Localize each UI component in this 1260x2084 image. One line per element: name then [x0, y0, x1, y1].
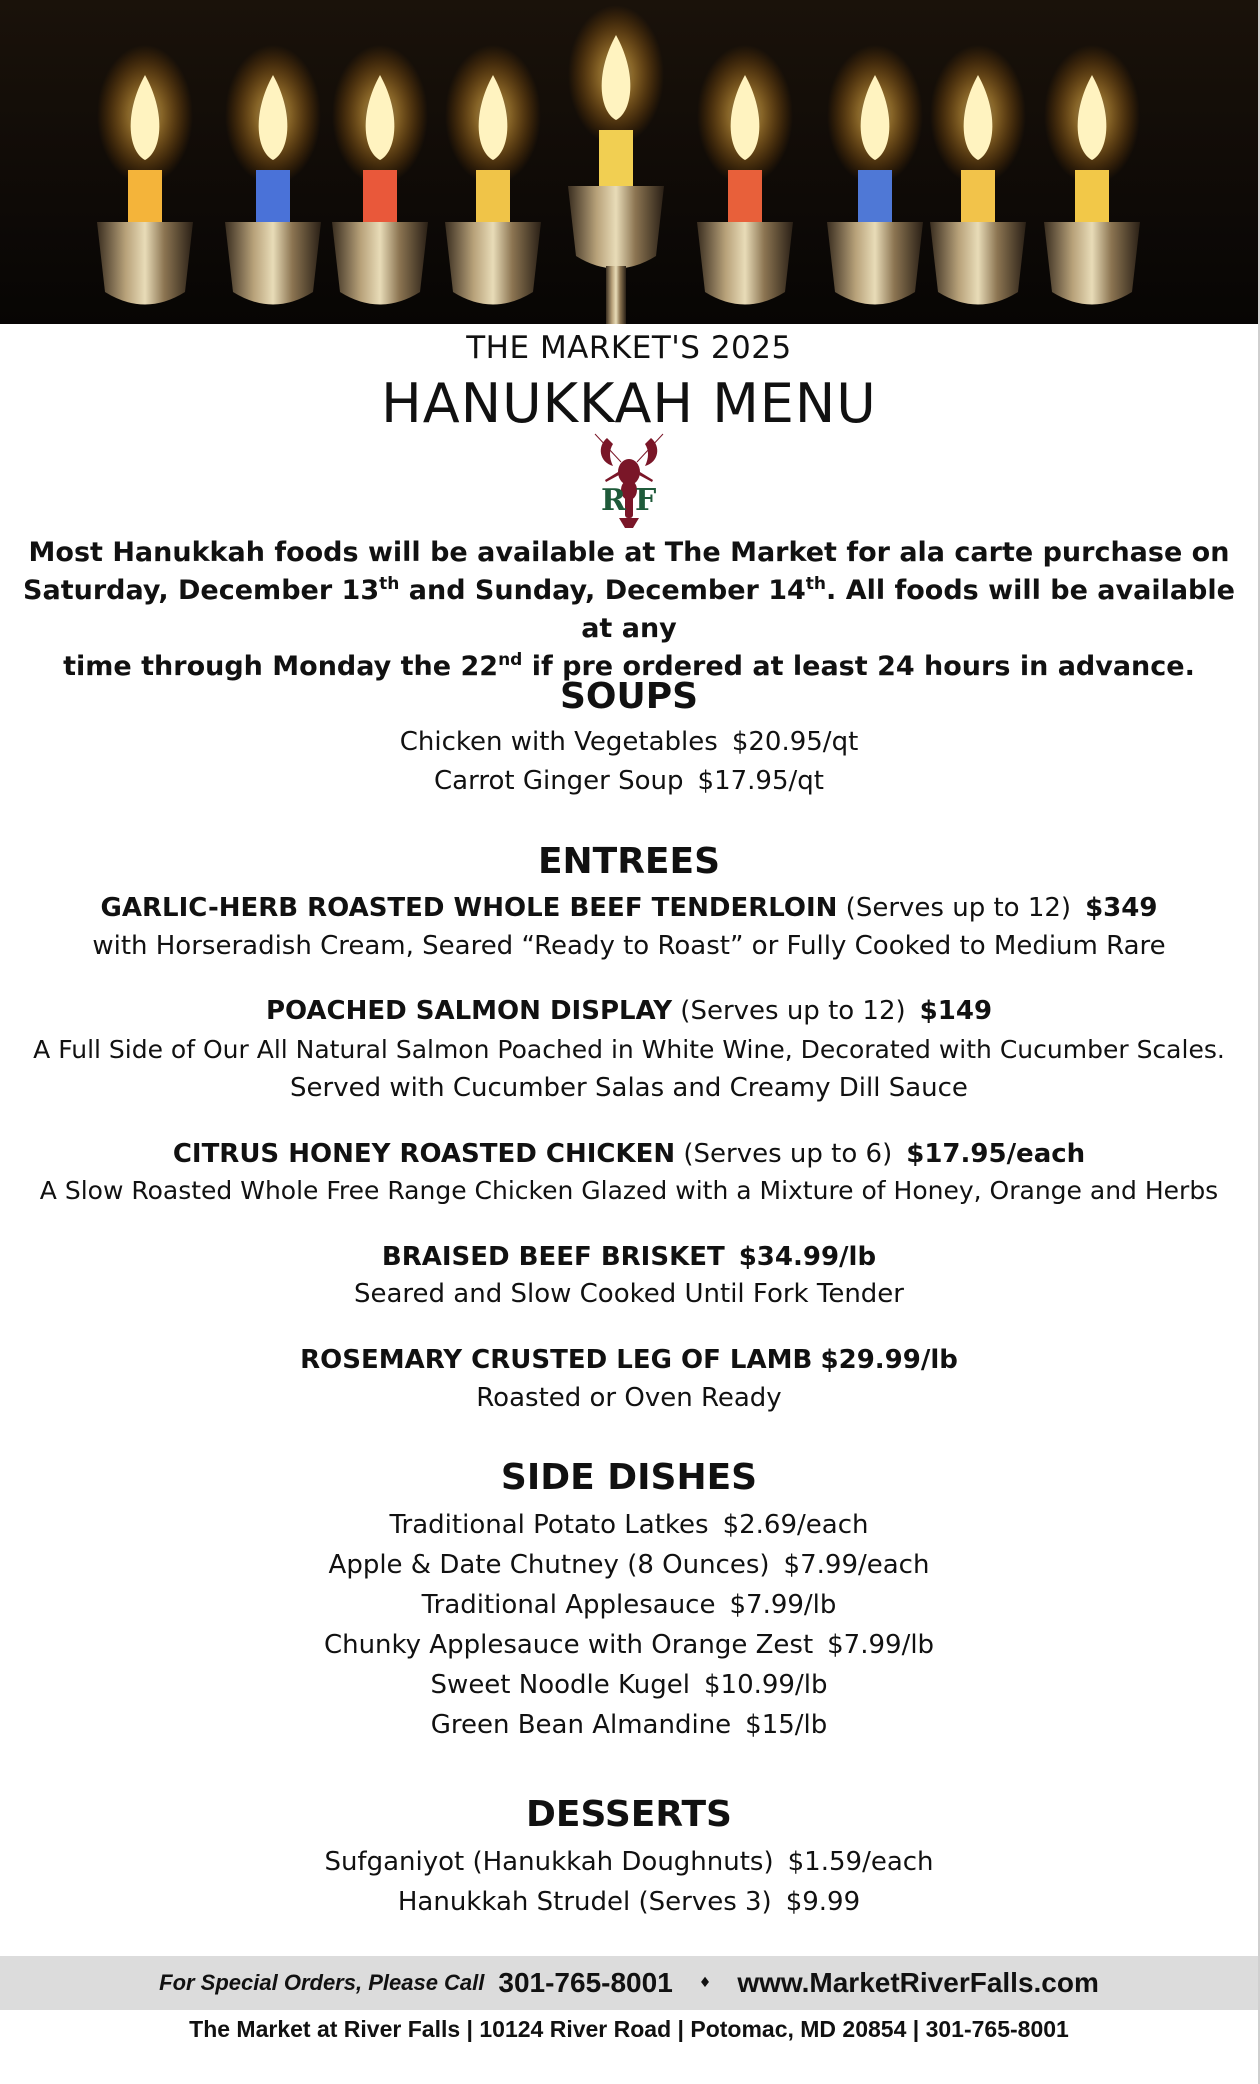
diamond-separator-icon: ♦	[698, 1975, 712, 1991]
intro-line-3: time through Monday the 22nd if pre ordered at least 24 hours in advance.	[63, 650, 1195, 682]
candle-stick	[599, 130, 633, 188]
menu-item-side: Sweet Noodle Kugel $10.99/lb	[430, 1670, 828, 1700]
menorah-stem	[606, 266, 626, 324]
menorah-cup	[332, 222, 428, 305]
hero-candles-image	[0, 0, 1258, 324]
menorah-cup	[225, 222, 321, 305]
candle-stick	[1075, 170, 1109, 225]
candle-stick	[858, 170, 892, 225]
website-link[interactable]: www.MarketRiverFalls.com	[737, 1967, 1099, 1998]
candle-stick	[363, 170, 397, 225]
entree-description: Seared and Slow Cooked Until Fork Tender	[353, 1279, 904, 1309]
menu-title: HANUKKAH MENU	[381, 372, 877, 435]
menorah-cup	[445, 222, 541, 305]
entree-heading: ROSEMARY CRUSTED LEG OF LAMB $29.99/lb	[300, 1345, 958, 1375]
candle-stick	[961, 170, 995, 225]
store-address: The Market at River Falls | 10124 River Road | Potomac, MD 20854 | 301-765-8001	[189, 2016, 1069, 2042]
menorah-cup	[827, 222, 923, 305]
entree-heading: GARLIC-HERB ROASTED WHOLE BEEF TENDERLOIN (Serves up to 12) $349	[100, 893, 1158, 923]
menu-pretitle: THE MARKET'S 2025	[466, 330, 792, 366]
intro-paragraph	[20, 534, 1238, 686]
menu-item-soup: Carrot Ginger Soup $17.95/qt	[434, 766, 824, 796]
phone-link[interactable]: 301-765-8001	[498, 1967, 673, 1998]
section-title-desserts: DESSERTS	[526, 1794, 732, 1835]
entree-heading: BRAISED BEEF BRISKET $34.99/lb	[381, 1242, 877, 1272]
candle-stick	[476, 170, 510, 225]
menorah-cup	[697, 222, 793, 305]
menu-item-side: Green Bean Almandine $15/lb	[430, 1710, 828, 1740]
entree-description: Roasted or Oven Ready	[476, 1383, 782, 1413]
section-title-side-dishes: SIDE DISHES	[500, 1457, 758, 1498]
menu-item-soup: Chicken with Vegetables $20.95/qt	[399, 727, 859, 757]
logo-letter-r: R	[601, 483, 626, 518]
footer-contact-band	[0, 1956, 1258, 2010]
menu-item-dessert: Sufganiyot (Hanukkah Doughnuts) $1.59/each	[324, 1847, 934, 1877]
intro-line-1: Most Hanukkah foods will be available at The Market for ala carte purchase on	[28, 537, 1230, 568]
menorah-cup	[1044, 222, 1140, 305]
section-title-soups: SOUPS	[559, 676, 699, 717]
intro-line-2: Saturday, December 13th and Sunday, December 14th. All foods will be available at any	[23, 574, 1235, 644]
menu-item-side: Chunky Applesauce with Orange Zest $7.99/lb	[323, 1630, 935, 1660]
menu-item-side: Traditional Applesauce $7.99/lb	[421, 1590, 837, 1620]
menorah-cup	[568, 186, 664, 269]
candle-stick	[256, 170, 290, 225]
menorah-cup	[97, 222, 193, 305]
section-title-entrees: ENTREES	[537, 841, 721, 882]
entree-description: A Slow Roasted Whole Free Range Chicken Glazed with a Mixture of Honey, Orange and Herbs	[39, 1176, 1219, 1205]
menu-item-dessert: Hanukkah Strudel (Serves 3) $9.99	[397, 1887, 861, 1917]
market-logo	[583, 432, 675, 532]
candle-stick	[128, 170, 162, 225]
entree-description: with Horseradish Cream, Seared “Ready to Roast” or Fully Cooked to Medium Rare	[92, 931, 1166, 961]
entree-description: A Full Side of Our All Natural Salmon Poached in White Wine, Decorated with Cucumber Scales.	[33, 1035, 1225, 1064]
logo-letter-f: F	[635, 483, 657, 518]
menu-item-side: Apple & Date Chutney (8 Ounces) $7.99/each	[328, 1550, 930, 1580]
candle-stick	[728, 170, 762, 225]
entree-heading: CITRUS HONEY ROASTED CHICKEN (Serves up to 6) $17.95/each	[172, 1139, 1086, 1169]
special-orders-label: For Special Orders, Please Call	[159, 1970, 485, 1995]
menu-item-side: Traditional Potato Latkes $2.69/each	[389, 1510, 869, 1540]
menorah-cup	[930, 222, 1026, 305]
entree-heading: POACHED SALMON DISPLAY (Serves up to 12) $149	[265, 996, 993, 1026]
entree-description: Served with Cucumber Salas and Creamy Dill Sauce	[290, 1073, 968, 1103]
